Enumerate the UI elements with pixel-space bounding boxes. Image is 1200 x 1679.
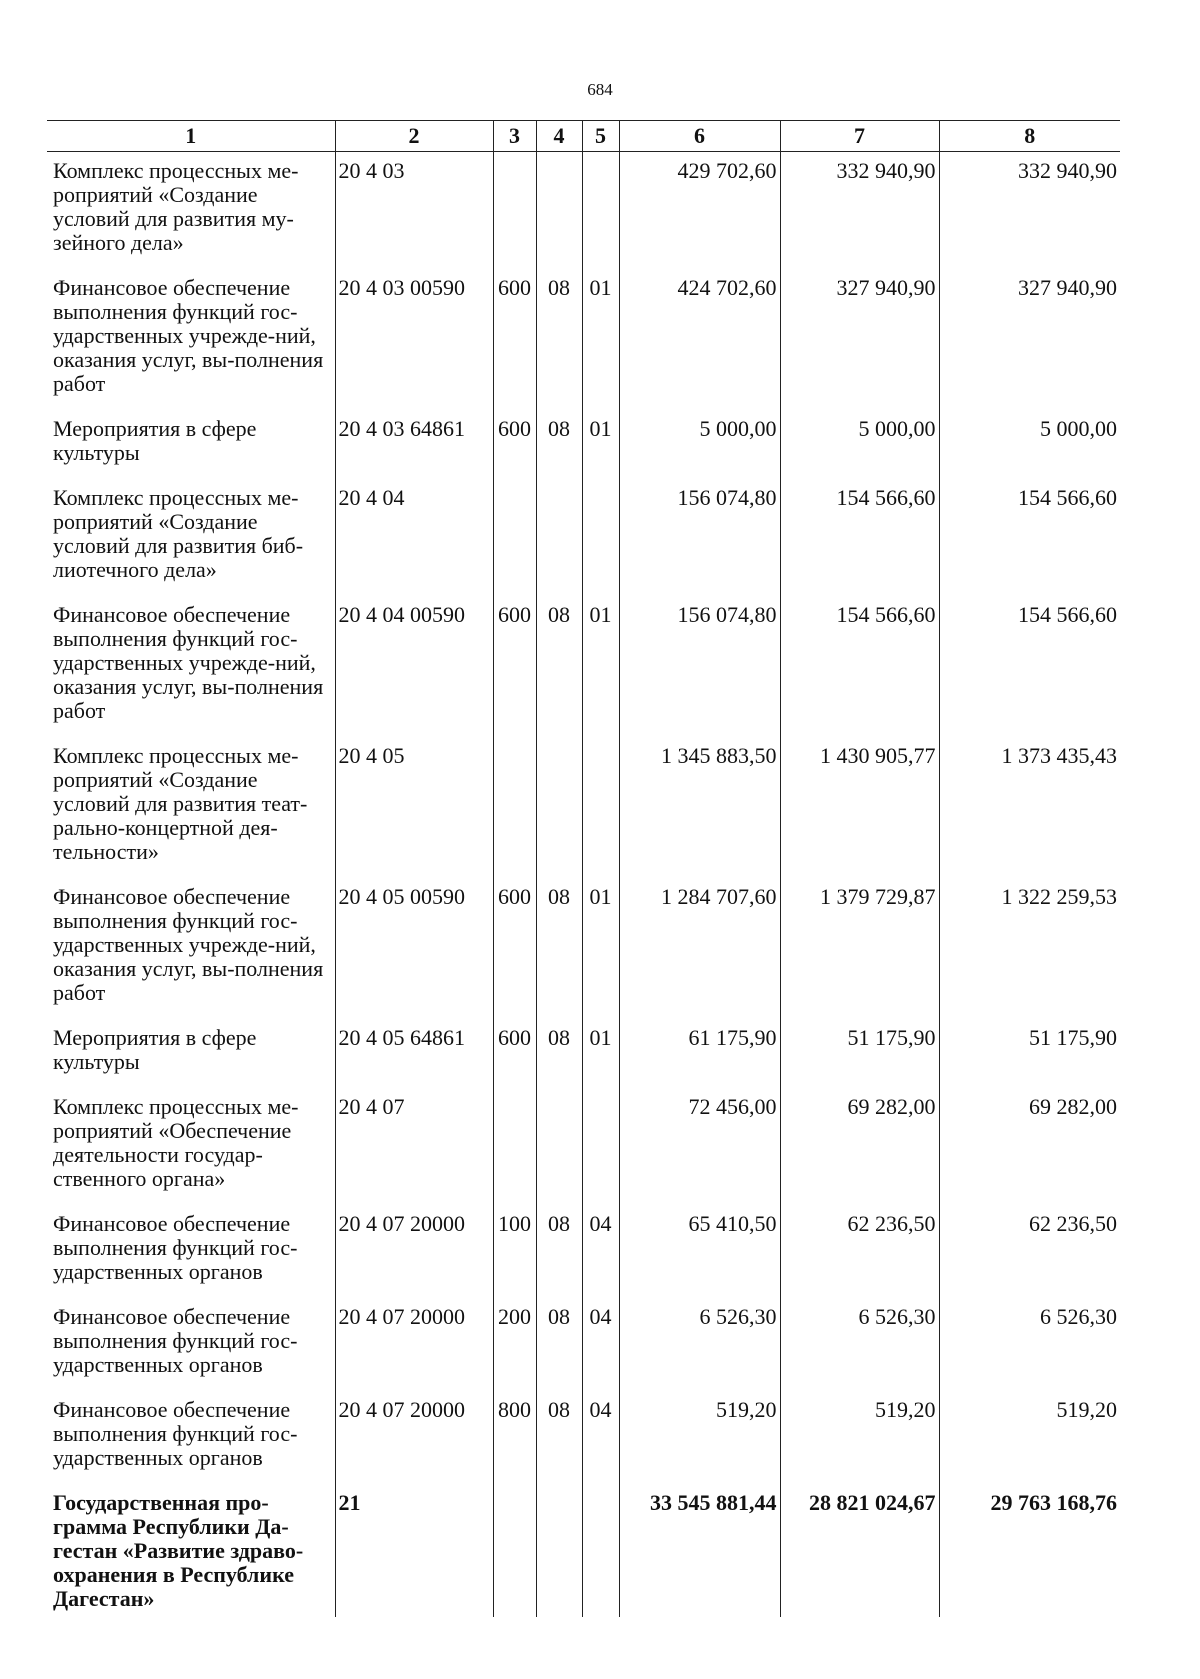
row-expense-type — [493, 737, 536, 878]
row-amount-8: 519,20 — [939, 1391, 1120, 1484]
row-amount-8: 154 566,60 — [939, 596, 1120, 737]
row-subsection: 04 — [582, 1391, 619, 1484]
row-amount-7: 28 821 024,67 — [780, 1484, 939, 1617]
row-subsection: 01 — [582, 878, 619, 1019]
row-subsection: 04 — [582, 1205, 619, 1298]
table-row — [47, 479, 1120, 596]
table-header-row — [47, 121, 1120, 152]
row-expense-type — [493, 479, 536, 596]
table-row — [47, 1019, 1120, 1088]
row-code: 21 — [335, 1484, 493, 1617]
row-name: Комплекс процессных ме-роприятий «Создание условий для развития теат-рально-концертной дея-тельности» — [53, 743, 308, 864]
column-header: 4 — [536, 121, 582, 152]
row-name: Финансовое обеспечение выполнения функций гос-ударственных учрежде-ний, оказания услуг, вы-полнения работ — [53, 884, 324, 1005]
row-section — [536, 1088, 582, 1205]
table-row — [47, 1088, 1120, 1205]
row-amount-6: 156 074,80 — [619, 596, 780, 737]
row-amount-8: 69 282,00 — [939, 1088, 1120, 1205]
row-code: 20 4 05 00590 — [335, 878, 493, 1019]
budget-table — [47, 120, 1120, 1617]
row-code: 20 4 04 00590 — [335, 596, 493, 737]
table-row — [47, 1298, 1120, 1391]
row-amount-6: 5 000,00 — [619, 410, 780, 479]
table-row — [47, 878, 1120, 1019]
row-amount-8: 51 175,90 — [939, 1019, 1120, 1088]
row-amount-8: 1 373 435,43 — [939, 737, 1120, 878]
row-code: 20 4 05 64861 — [335, 1019, 493, 1088]
row-section — [536, 152, 582, 270]
row-amount-7: 62 236,50 — [780, 1205, 939, 1298]
table-row — [47, 737, 1120, 878]
column-header: 8 — [939, 121, 1120, 152]
table-row — [47, 410, 1120, 479]
row-name: Комплекс процессных ме-роприятий «Обеспечение деятельности государ-ственного органа» — [53, 1094, 299, 1191]
row-expense-type: 600 — [493, 596, 536, 737]
row-amount-8: 29 763 168,76 — [939, 1484, 1120, 1617]
row-amount-7: 154 566,60 — [780, 479, 939, 596]
row-amount-6: 61 175,90 — [619, 1019, 780, 1088]
row-section — [536, 1484, 582, 1617]
row-code: 20 4 03 64861 — [335, 410, 493, 479]
row-amount-7: 69 282,00 — [780, 1088, 939, 1205]
row-code: 20 4 05 — [335, 737, 493, 878]
table-row — [47, 152, 1120, 270]
row-section: 08 — [536, 1019, 582, 1088]
row-name: Финансовое обеспечение выполнения функций гос-ударственных органов — [53, 1211, 298, 1284]
row-name: Финансовое обеспечение выполнения функций гос-ударственных органов — [53, 1304, 298, 1377]
row-amount-6: 6 526,30 — [619, 1298, 780, 1391]
row-amount-6: 429 702,60 — [619, 152, 780, 270]
row-expense-type: 600 — [493, 410, 536, 479]
row-subsection: 01 — [582, 410, 619, 479]
row-name: Комплекс процессных ме-роприятий «Создание условий для развития биб-лиотечного дела» — [53, 485, 304, 582]
row-subsection — [582, 1484, 619, 1617]
table-row — [47, 269, 1120, 410]
column-header: 6 — [619, 121, 780, 152]
row-amount-8: 5 000,00 — [939, 410, 1120, 479]
row-subsection — [582, 1088, 619, 1205]
row-amount-7: 6 526,30 — [780, 1298, 939, 1391]
column-header: 1 — [47, 121, 335, 152]
row-name: Государственная про-грамма Республики Да-гестан «Развитие здраво-охранения в Республике Дагестан» — [53, 1490, 304, 1611]
row-subsection: 01 — [582, 1019, 619, 1088]
row-section: 08 — [536, 1298, 582, 1391]
row-subsection — [582, 737, 619, 878]
row-subsection: 04 — [582, 1298, 619, 1391]
row-amount-7: 1 379 729,87 — [780, 878, 939, 1019]
row-amount-8: 154 566,60 — [939, 479, 1120, 596]
row-subsection — [582, 479, 619, 596]
row-amount-6: 72 456,00 — [619, 1088, 780, 1205]
row-name: Финансовое обеспечение выполнения функций гос-ударственных учрежде-ний, оказания услуг, вы-полнения работ — [53, 275, 324, 396]
table-row-program-total — [47, 1484, 1120, 1617]
row-amount-7: 1 430 905,77 — [780, 737, 939, 878]
row-amount-8: 1 322 259,53 — [939, 878, 1120, 1019]
column-header: 5 — [582, 121, 619, 152]
row-amount-8: 332 940,90 — [939, 152, 1120, 270]
row-code: 20 4 07 20000 — [335, 1205, 493, 1298]
row-expense-type: 600 — [493, 1019, 536, 1088]
row-amount-6: 1 345 883,50 — [619, 737, 780, 878]
row-section: 08 — [536, 596, 582, 737]
row-expense-type: 600 — [493, 269, 536, 410]
row-subsection: 01 — [582, 269, 619, 410]
row-amount-8: 62 236,50 — [939, 1205, 1120, 1298]
row-section: 08 — [536, 1391, 582, 1484]
row-amount-8: 327 940,90 — [939, 269, 1120, 410]
row-amount-6: 424 702,60 — [619, 269, 780, 410]
row-amount-6: 65 410,50 — [619, 1205, 780, 1298]
row-name: Мероприятия в сфере культуры — [53, 1025, 257, 1074]
page-number: 684 — [587, 80, 613, 99]
row-code: 20 4 03 00590 — [335, 269, 493, 410]
row-amount-6: 1 284 707,60 — [619, 878, 780, 1019]
column-header: 7 — [780, 121, 939, 152]
row-subsection: 01 — [582, 596, 619, 737]
row-amount-7: 519,20 — [780, 1391, 939, 1484]
row-section — [536, 737, 582, 878]
row-name: Финансовое обеспечение выполнения функций гос-ударственных учрежде-ний, оказания услуг, вы-полнения работ — [53, 602, 324, 723]
row-subsection — [582, 152, 619, 270]
row-expense-type: 600 — [493, 878, 536, 1019]
column-header: 3 — [493, 121, 536, 152]
row-code: 20 4 07 20000 — [335, 1298, 493, 1391]
row-section — [536, 479, 582, 596]
row-name: Мероприятия в сфере культуры — [53, 416, 257, 465]
row-section: 08 — [536, 269, 582, 410]
row-expense-type: 100 — [493, 1205, 536, 1298]
row-amount-7: 51 175,90 — [780, 1019, 939, 1088]
row-amount-7: 327 940,90 — [780, 269, 939, 410]
row-code: 20 4 04 — [335, 479, 493, 596]
table-row — [47, 596, 1120, 737]
row-section: 08 — [536, 410, 582, 479]
row-amount-6: 519,20 — [619, 1391, 780, 1484]
row-code: 20 4 07 — [335, 1088, 493, 1205]
column-header: 2 — [335, 121, 493, 152]
row-name: Финансовое обеспечение выполнения функций гос-ударственных органов — [53, 1397, 298, 1470]
row-amount-8: 6 526,30 — [939, 1298, 1120, 1391]
row-name: Комплекс процессных ме-роприятий «Создание условий для развития му-зейного дела» — [53, 158, 299, 255]
row-expense-type — [493, 1484, 536, 1617]
row-expense-type: 200 — [493, 1298, 536, 1391]
row-expense-type — [493, 1088, 536, 1205]
table-row — [47, 1205, 1120, 1298]
table-row — [47, 1391, 1120, 1484]
row-section: 08 — [536, 878, 582, 1019]
row-expense-type — [493, 152, 536, 270]
row-expense-type: 800 — [493, 1391, 536, 1484]
row-amount-6: 156 074,80 — [619, 479, 780, 596]
row-section: 08 — [536, 1205, 582, 1298]
row-amount-7: 154 566,60 — [780, 596, 939, 737]
row-amount-7: 5 000,00 — [780, 410, 939, 479]
row-amount-7: 332 940,90 — [780, 152, 939, 270]
row-amount-6: 33 545 881,44 — [619, 1484, 780, 1617]
row-code: 20 4 03 — [335, 152, 493, 270]
row-code: 20 4 07 20000 — [335, 1391, 493, 1484]
